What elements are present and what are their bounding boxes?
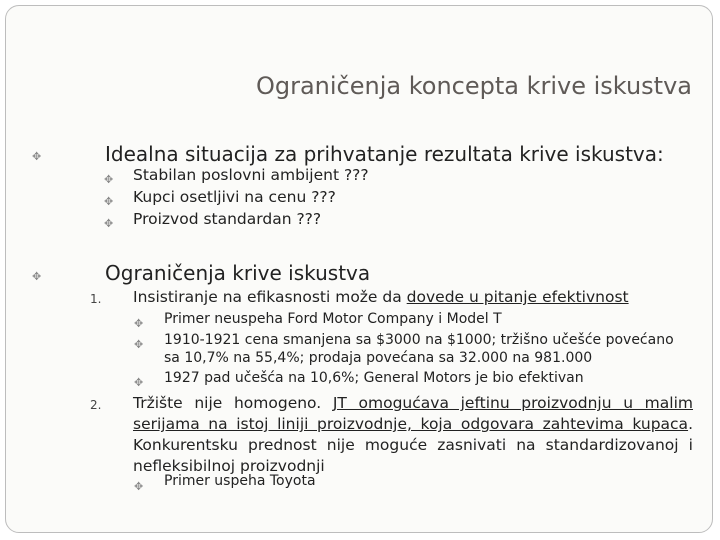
bullet-icon: ✥	[104, 195, 114, 208]
list-item: 1927 pad učešća na 10,6%; General Motors je bio efektivan	[164, 370, 584, 386]
point1-text-underlined: dovede u pitanje efektivnost	[406, 288, 629, 306]
list-item: Primer uspeha Toyota	[164, 473, 316, 489]
bullet-icon: ✥	[134, 376, 144, 389]
point1-text-plain: Insistiranje na efikasnosti može da	[133, 288, 407, 306]
list-number: 1.	[90, 292, 102, 306]
point2-text-plain: Tržište nije homogeno.	[133, 394, 333, 412]
list-item: Stabilan poslovni ambijent ???	[133, 166, 369, 184]
section1-heading: Idealna situacija za prihvatanje rezultata krive iskustva:	[105, 142, 664, 166]
bullet-icon: ✥	[134, 338, 144, 351]
bullet-icon: ✥	[134, 317, 144, 330]
bullet-icon: ✥	[104, 217, 114, 230]
bullet-icon: ✥	[104, 173, 114, 186]
bullet-icon: ✥	[32, 150, 42, 163]
slide-title: Ograničenja koncepta krive iskustva	[255, 72, 692, 100]
list-item: Proizvod standardan ???	[133, 210, 322, 228]
point2-text-underlined: JT omogućava jeftinu proizvodnju u malim serijama na istoj liniji proizvodnje, koja odgovara zahtevima kupaca	[133, 394, 693, 433]
list-item: 1910-1921 cena smanjena sa $3000 na $1000; tržišno učešće povećano	[164, 332, 674, 348]
point2-text	[133, 393, 693, 477]
list-number: 2.	[90, 398, 102, 412]
list-item: Primer neuspeha Ford Motor Company i Model T	[164, 311, 502, 327]
point2-text-rest: . Konkurentsku prednost nije moguće zasnivati na standardizovanoj i nefleksibilnoj proizvodnji	[133, 415, 693, 475]
list-item-continuation: sa 10,7% na 55,4%; prodaja povećana sa 32.000 na 981.000	[164, 350, 593, 366]
bullet-icon: ✥	[134, 480, 144, 493]
bullet-icon: ✥	[32, 270, 42, 283]
section2-heading: Ograničenja krive iskustva	[105, 261, 371, 285]
point1-text	[133, 288, 629, 306]
list-item: Kupci osetljivi na cenu ???	[133, 188, 336, 206]
